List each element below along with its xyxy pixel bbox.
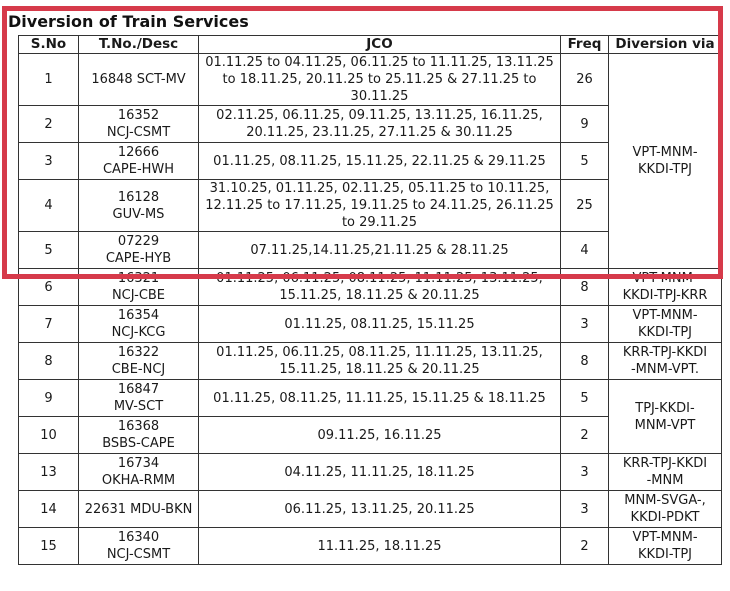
table-row xyxy=(19,343,722,380)
cell-freq: 3 xyxy=(561,491,609,528)
table-row xyxy=(19,380,722,417)
cell-jco: 04.11.25, 11.11.25, 18.11.25 xyxy=(199,454,561,491)
cell-tno: 16354 NCJ-KCG xyxy=(79,306,199,343)
cell-sno: 10 xyxy=(19,417,79,454)
cell-jco: 09.11.25, 16.11.25 xyxy=(199,417,561,454)
cell-sno: 8 xyxy=(19,343,79,380)
cell-sno: 2 xyxy=(19,106,79,143)
header-tno: T.No./Desc xyxy=(79,36,199,54)
cell-via: MNM-SVGA-, KKDI-PDKT xyxy=(609,491,722,528)
cell-tno: 16128 GUV-MS xyxy=(79,180,199,232)
cell-freq: 8 xyxy=(561,269,609,306)
page-title: Diversion of Train Services xyxy=(8,12,249,31)
cell-jco: 02.11.25, 06.11.25, 09.11.25, 13.11.25, 16.11.25, 20.11.25, 23.11.25, 27.11.25 & 30.11.25 xyxy=(199,106,561,143)
cell-sno: 1 xyxy=(19,54,79,106)
cell-tno: 16352 NCJ-CSMT xyxy=(79,106,199,143)
header-jco: JCO xyxy=(199,36,561,54)
cell-via: VPT-MNM- KKDI-TPJ xyxy=(609,528,722,565)
cell-freq: 5 xyxy=(561,380,609,417)
cell-jco: 06.11.25, 13.11.25, 20.11.25 xyxy=(199,491,561,528)
cell-jco: 31.10.25, 01.11.25, 02.11.25, 05.11.25 to 10.11.25, 12.11.25 to 17.11.25, 19.11.25 to 24.11.25, 26.11.25 to 29.11.25 xyxy=(199,180,561,232)
cell-jco: 01.11.25, 06.11.25, 08.11.25, 11.11.25, 13.11.25, 15.11.25, 18.11.25 & 20.11.25 xyxy=(199,269,561,306)
cell-sno: 7 xyxy=(19,306,79,343)
cell-freq: 2 xyxy=(561,417,609,454)
cell-tno: 16847 MV-SCT xyxy=(79,380,199,417)
cell-freq: 26 xyxy=(561,54,609,106)
table-header-row xyxy=(19,36,722,54)
table-row xyxy=(19,306,722,343)
cell-tno: 16321 NCJ-CBE xyxy=(79,269,199,306)
table-row xyxy=(19,491,722,528)
cell-tno: 16340 NCJ-CSMT xyxy=(79,528,199,565)
cell-sno: 4 xyxy=(19,180,79,232)
cell-sno: 14 xyxy=(19,491,79,528)
cell-via-merged: VPT-MNM- KKDI-TPJ xyxy=(609,54,722,269)
cell-via: KRR-TPJ-KKDI -MNM xyxy=(609,454,722,491)
cell-sno: 15 xyxy=(19,528,79,565)
cell-sno: 6 xyxy=(19,269,79,306)
cell-jco: 01.11.25, 06.11.25, 08.11.25, 11.11.25, 13.11.25, 15.11.25, 18.11.25 & 20.11.25 xyxy=(199,343,561,380)
cell-tno: 16734 OKHA-RMM xyxy=(79,454,199,491)
table-row xyxy=(19,528,722,565)
cell-tno: 07229 CAPE-HYB xyxy=(79,232,199,269)
table-row xyxy=(19,54,722,106)
cell-via: VPT-MNM- KKDI-TPJ-KRR xyxy=(609,269,722,306)
cell-tno: 22631 MDU-BKN xyxy=(79,491,199,528)
cell-freq: 3 xyxy=(561,454,609,491)
cell-jco: 01.11.25, 08.11.25, 15.11.25, 22.11.25 & 29.11.25 xyxy=(199,143,561,180)
cell-tno: 12666 CAPE-HWH xyxy=(79,143,199,180)
cell-freq: 2 xyxy=(561,528,609,565)
cell-tno: 16848 SCT-MV xyxy=(79,54,199,106)
header-sno: S.No xyxy=(19,36,79,54)
cell-jco: 07.11.25,14.11.25,21.11.25 & 28.11.25 xyxy=(199,232,561,269)
cell-jco: 01.11.25, 08.11.25, 15.11.25 xyxy=(199,306,561,343)
cell-tno: 16368 BSBS-CAPE xyxy=(79,417,199,454)
cell-freq: 4 xyxy=(561,232,609,269)
cell-freq: 9 xyxy=(561,106,609,143)
diversion-table xyxy=(18,35,722,565)
cell-jco: 01.11.25 to 04.11.25, 06.11.25 to 11.11.25, 13.11.25 to 18.11.25, 20.11.25 to 25.11.25 & 27.11.25 to 30.11.25 xyxy=(199,54,561,106)
header-via: Diversion via xyxy=(609,36,722,54)
cell-tno: 16322 CBE-NCJ xyxy=(79,343,199,380)
cell-sno: 9 xyxy=(19,380,79,417)
cell-sno: 13 xyxy=(19,454,79,491)
cell-freq: 5 xyxy=(561,143,609,180)
cell-freq: 25 xyxy=(561,180,609,232)
header-freq: Freq xyxy=(561,36,609,54)
cell-jco: 11.11.25, 18.11.25 xyxy=(199,528,561,565)
cell-freq: 3 xyxy=(561,306,609,343)
table-row xyxy=(19,269,722,306)
cell-sno: 5 xyxy=(19,232,79,269)
cell-via: VPT-MNM- KKDI-TPJ xyxy=(609,306,722,343)
cell-sno: 3 xyxy=(19,143,79,180)
cell-freq: 8 xyxy=(561,343,609,380)
cell-via-merged: TPJ-KKDI- MNM-VPT xyxy=(609,380,722,454)
cell-via: KRR-TPJ-KKDI -MNM-VPT. xyxy=(609,343,722,380)
cell-jco: 01.11.25, 08.11.25, 11.11.25, 15.11.25 & 18.11.25 xyxy=(199,380,561,417)
table-row xyxy=(19,454,722,491)
